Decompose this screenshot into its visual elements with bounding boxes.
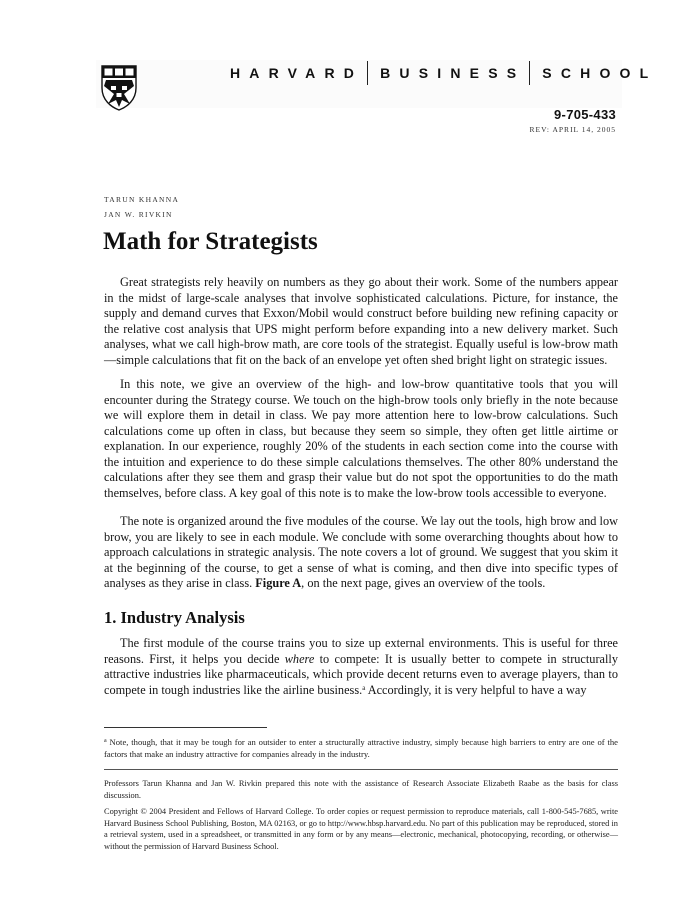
paragraph-text-segment: to compete: It is usually better to compete in structurally attractive industries like pharmaceuticals, which provide decent returns even to average players, than to compete in tough industries like the airline business. [104,651,618,697]
intro-paragraph-3 [104,514,618,592]
author-name: JAN W. RIVKIN [104,210,173,219]
revision-date: REV: APRIL 14, 2005 [529,125,616,134]
paragraph-text [104,636,618,698]
document-title: Math for Strategists [103,228,318,255]
author-credit: Professors Tarun Khanna and Jan W. Rivkin prepared this note with the assistance of Research Associate Elizabeth Raabe as the basis for class discussion. [104,779,618,800]
page-footer-divider [104,769,618,770]
footnote-divider [104,727,267,728]
harvard-shield-icon [100,64,138,112]
section-paragraph [104,636,618,698]
hbs-wordmark [230,60,657,86]
paragraph-text: In this note, we give an overview of the high- and low-brow quantitative tools that you will encounter during the Strategy course. We touch on the high-brow tools only briefly in the note because we will explore them in detail in class. We pay more attention here to low-brow calculations. Such calculations come up often in class, but because they seem so simple, they often get little airtime or explanation. In our experience, roughly 20% of the students in each section come into the course with the intuition and experience to do these simple calculations themselves. The other 80% understand the calculations after they see them and grasp their value but do not spot the opportunities to do the math themselves, before class. A key goal of this note is to make the low-brow tools accessible to everyone. [104,377,618,500]
wordmark-divider [529,61,530,85]
wordmark-divider [367,61,368,85]
figure-reference: Figure A [255,576,302,590]
wordmark-harvard: HARVARD [230,65,364,81]
paragraph-text-segment: Accordingly, it is very helpful to have a way [365,682,587,697]
section-heading: 1. Industry Analysis [104,608,245,627]
intro-paragraph-2 [104,377,618,501]
author-name: TARUN KHANNA [104,195,180,204]
paragraph-text: Great strategists rely heavily on numbers as they go about their work. Some of the numbers appear in the midst of large-scale analyses that involve sophisticated calculations. Picture, for instance, the supply and demand curves that Exxon/Mobil would construct before building new refining capacity or the relative cost analysis that UPS might perform before expanding into a new delivery market. Such analyses, what we call high-brow math, are core tools of the strategist. Equally useful is low-brow math—simple calculations that fit on the back of an envelope yet often shed bright light on strategic issues. [104,275,618,367]
paragraph-text-segment: The note is organized around the five modules of the course. We lay out the tools, high brow and low brow, you are likely to see in each module. We conclude with some overarching thoughts about how to approach calculations in strategic analysis. The note covers a lot of ground. We suggest that you skim it at the beginning of the course, to get a sense of what is coming, and then dive into specific types of analyses as they arise in class. [104,514,618,590]
copyright-notice: Copyright © 2004 President and Fellows of Harvard College. To order copies or request permission to reproduce materials, call 1-800-545-7685, write Harvard Business School Publishing, Boston, MA 02163, or go to http://www.hbsp.harvard.edu. No part of this publication may be reproduced, stored in a retrieval system, used in a spreadsheet, or transmitted in any form or by any means—electronic, mechanical, photocopying, recording, or otherwise—without the permission of Harvard Business School. [104,807,618,851]
document-number: 9-705-433 [554,107,616,122]
paragraph-text-segment: The first module of the course trains you to size up external environments. This is useful for three reasons. First, it helps you decide [104,636,618,666]
emphasis-text: where [284,651,315,666]
paragraph-text-segment: , on the next page, gives an overview of the tools. [301,576,546,590]
footnote-marker: a [104,738,107,744]
footnote-marker[interactable]: a [362,683,366,692]
intro-paragraph-1 [104,275,618,368]
wordmark-school: SCHOOL [542,65,658,81]
footnote-text: Note, though, that it may be tough for an outsider to enter a structurally attractive industry, simply because high barriers to entry are one of the factors that make an industry attractive for companies already in the industry. [104,737,618,759]
wordmark-business: BUSINESS [380,65,526,81]
footnote [104,736,618,760]
paragraph-text [104,514,618,592]
